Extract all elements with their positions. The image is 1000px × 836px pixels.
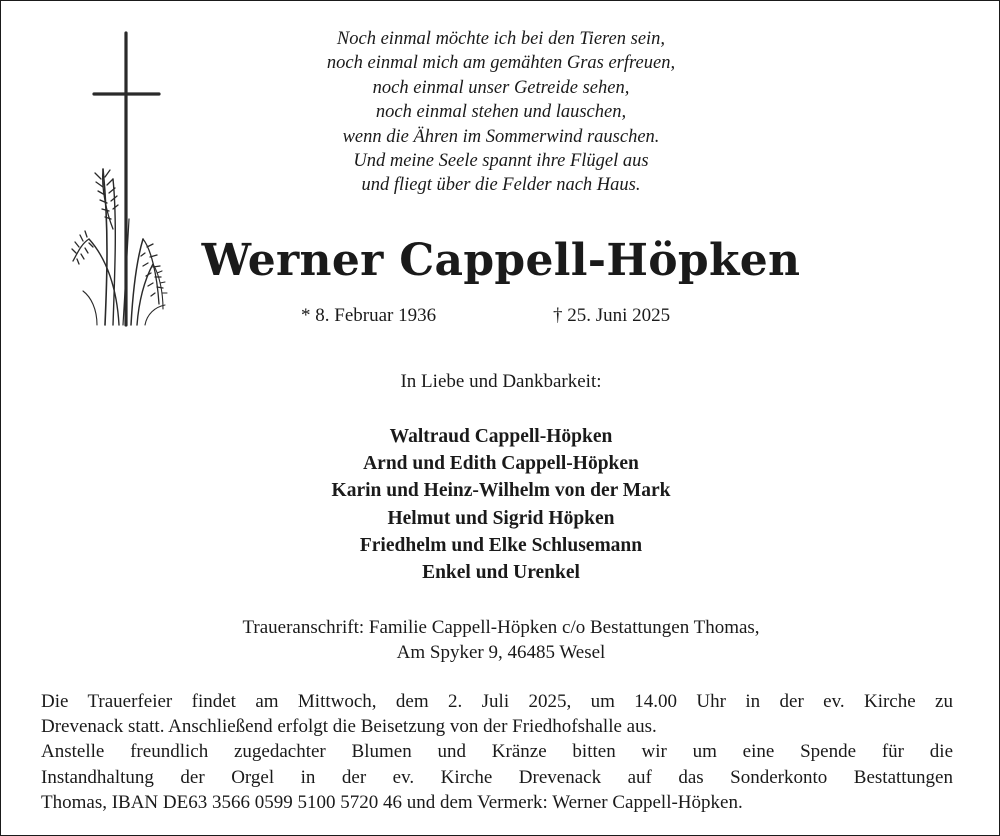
poem-line: noch einmal unser Getreide sehen, bbox=[372, 77, 630, 98]
notes-line: Anstelle freundlich zugedachter Blumen und Kränze bitten wir um eine Spende für die bbox=[41, 741, 953, 763]
poem-line: und fliegt über die Felder nach Haus. bbox=[361, 175, 641, 196]
mourner: Friedhelm und Elke Schlusemann bbox=[359, 534, 643, 556]
mourner: Enkel und Urenkel bbox=[422, 562, 580, 584]
address-line: Am Spyker 9, 46485 Wesel bbox=[396, 642, 606, 663]
greeting: In Liebe und Dankbarkeit: bbox=[400, 371, 602, 392]
mourners-list bbox=[201, 423, 801, 586]
mourner: Waltraud Cappell-Höpken bbox=[389, 426, 613, 447]
notes-line: Instandhaltung der Orgel in der ev. Kirche Drevenack auf das Sonderkonto Bestattungen bbox=[41, 766, 953, 788]
poem-line: Und meine Seele spannt ihre Flügel aus bbox=[353, 151, 649, 172]
notes-line: Die Trauerfeier findet am Mittwoch, dem 2. Juli 2025, um 14.00 Uhr in der ev. Kirche zu bbox=[41, 691, 953, 712]
mourner: Karin und Heinz-Wilhelm von der Mark bbox=[331, 480, 671, 502]
mourner: Arnd und Edith Cappell-Höpken bbox=[363, 453, 639, 475]
deceased-name: Werner Cappell-Höpken bbox=[201, 235, 801, 286]
poem-line: wenn die Ähren im Sommerwind rauschen. bbox=[342, 126, 660, 147]
death-date: † 25. Juni 2025 bbox=[553, 305, 671, 326]
poem-line: Noch einmal möchte ich bei den Tieren sein, bbox=[336, 29, 666, 49]
poem-line: noch einmal mich am gemähten Gras erfreuen, bbox=[326, 53, 676, 74]
mourning-address bbox=[101, 615, 901, 665]
poem bbox=[231, 27, 771, 198]
ceremony-notes bbox=[41, 689, 953, 815]
notes-line: Thomas, IBAN DE63 3566 0599 5100 5720 46 und dem Vermerk: Werner Cappell-Höpken. bbox=[41, 791, 743, 813]
notes-line: Drevenack statt. Anschließend erfolgt die Beisetzung von der Friedhofshalle aus. bbox=[41, 716, 657, 738]
poem-line: noch einmal stehen und lauschen, bbox=[375, 102, 627, 123]
birth-date: * 8. Februar 1936 bbox=[301, 305, 437, 326]
mourner: Helmut und Sigrid Höpken bbox=[387, 507, 615, 529]
address-line: Traueranschrift: Familie Cappell-Höpken c/o Bestattungen Thomas, bbox=[242, 617, 760, 638]
